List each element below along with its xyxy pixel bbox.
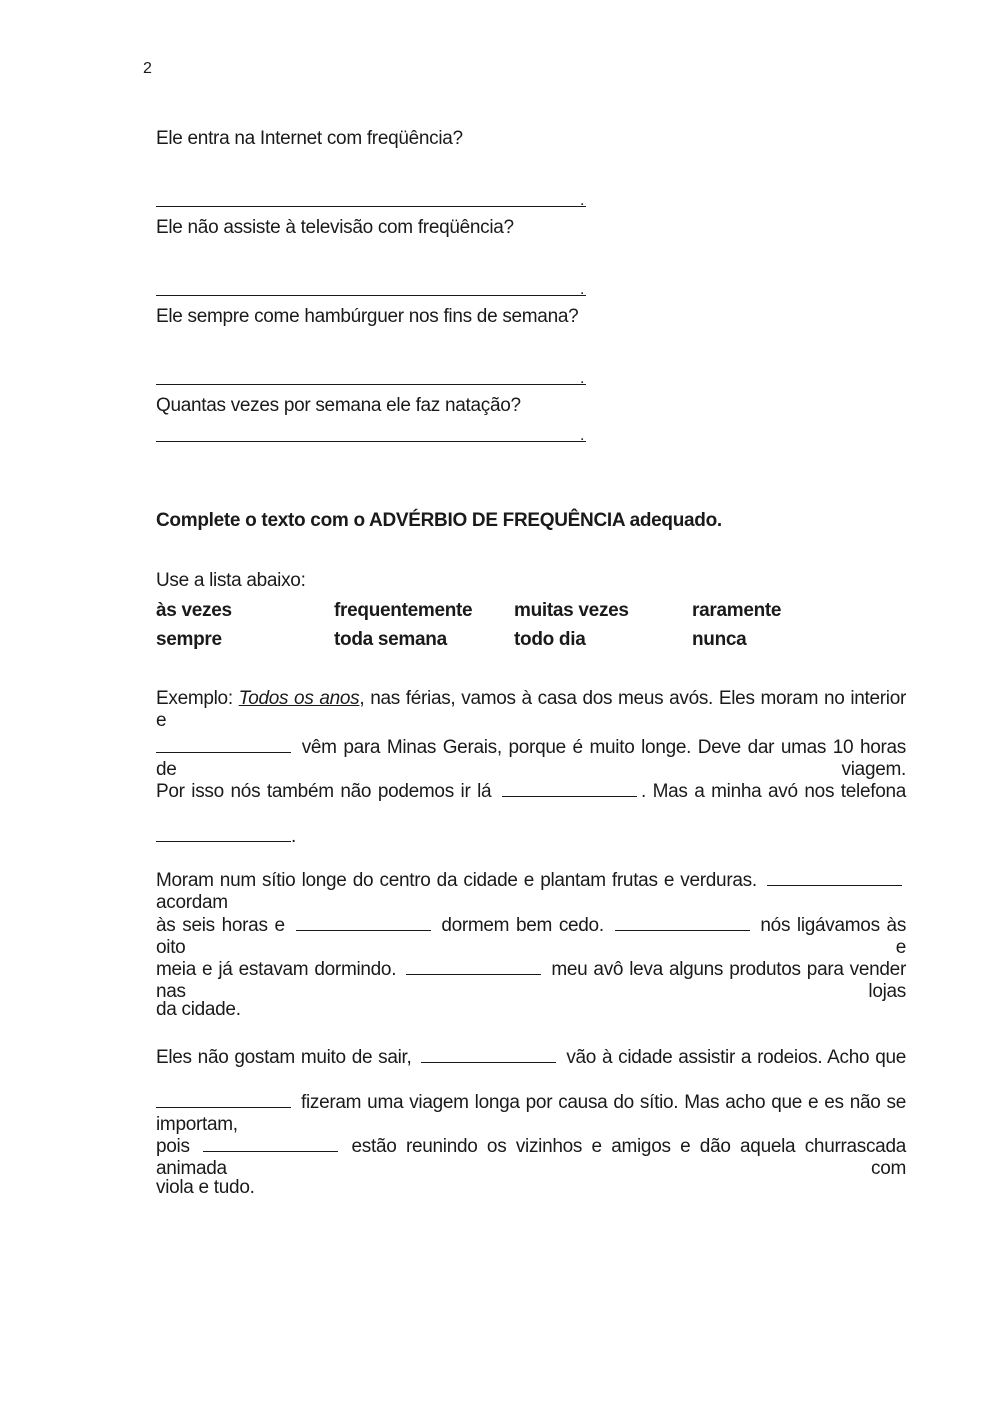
text-segment: nós ligávamos às oito e (156, 915, 907, 958)
example-label: Exemplo: (156, 688, 239, 709)
text-segment: vêm para Minas Gerais, porque é muito longe. Deve dar umas 10 horas de viagem. (156, 737, 906, 780)
blank-5[interactable] (296, 911, 431, 931)
answer-line-2[interactable] (156, 295, 586, 296)
answer-line-3[interactable] (156, 384, 586, 385)
text-line-2 (156, 733, 906, 781)
text-segment: Por isso nós também não podemos ir lá (156, 781, 492, 802)
word-list-item: muitas vezes (514, 600, 629, 621)
text-segment: pois (156, 1136, 190, 1157)
blank-8[interactable] (421, 1043, 556, 1063)
answer-period-3: . (580, 370, 585, 387)
question-2: Ele não assiste à televisão com freqüência? (156, 217, 514, 238)
text-line-7 (156, 955, 906, 1003)
example-answer: Todos os anos (238, 688, 360, 709)
text-segment: Eles não gostam muito de sair, (156, 1047, 412, 1068)
text-segment: dormem bem cedo. (441, 915, 604, 936)
heading-suffix: adequado. (624, 510, 722, 531)
text-line-6 (156, 911, 906, 959)
heading-emphasis: ADVÉRBIO DE FREQUÊNCIA (369, 510, 625, 531)
text-segment: . (291, 826, 296, 847)
text-segment: meia e já estavam dormindo. (156, 959, 397, 980)
text-line-4 (156, 822, 906, 848)
blank-3[interactable] (156, 822, 291, 842)
answer-line-1[interactable] (156, 206, 586, 207)
blank-9[interactable] (156, 1088, 291, 1108)
text-line-10 (156, 1088, 906, 1136)
heading-prefix: Complete o texto com o (156, 510, 370, 531)
answer-period-1: . (580, 192, 585, 209)
word-list-item: frequentemente (334, 600, 473, 621)
question-1: Ele entra na Internet com freqüência? (156, 128, 463, 149)
answer-line-4[interactable] (156, 441, 586, 442)
blank-2[interactable] (502, 777, 637, 797)
question-3: Ele sempre come hambúrguer nos fins de semana? (156, 306, 579, 327)
word-list-item: toda semana (334, 629, 447, 650)
text-line-5 (156, 866, 906, 914)
text-segment: Moram num sítio longe do centro da cidade e plantam frutas e verduras. (156, 870, 757, 891)
text-line-9 (156, 1043, 906, 1069)
text-line-12: viola e tudo. (156, 1177, 255, 1198)
word-list-intro: Use a lista abaixo: (156, 570, 306, 591)
word-list-item: sempre (156, 629, 222, 650)
text-segment: . Mas a minha avó nos telefona (640, 781, 907, 802)
text-line-11 (156, 1132, 906, 1180)
exercise-heading (156, 510, 722, 532)
text-segment: fizeram uma viagem longa por causa do sítio. Mas acho que e es não se importam, (156, 1092, 906, 1135)
blank-1[interactable] (156, 733, 291, 753)
text-segment: acordam (156, 892, 228, 913)
page-number: 2 (143, 60, 152, 77)
word-list-item: nunca (692, 629, 747, 650)
text-line-8: da cidade. (156, 999, 241, 1020)
text-segment: às seis horas e (156, 915, 285, 936)
answer-period-2: . (580, 281, 585, 298)
answer-period-4: . (580, 427, 585, 444)
blank-10[interactable] (203, 1132, 338, 1152)
word-list-item: raramente (692, 600, 782, 621)
word-list-item: todo dia (514, 629, 586, 650)
text-segment: vão à cidade assistir a rodeios. Acho que (566, 1047, 906, 1068)
blank-6[interactable] (615, 911, 750, 931)
blank-7[interactable] (406, 955, 541, 975)
blank-4[interactable] (767, 866, 902, 886)
text-line-1 (156, 688, 906, 732)
text-segment: , nas férias, vamos à casa dos meus avós. Eles moram no interior e (156, 688, 906, 731)
text-segment: meu avô leva alguns produtos para vender nas lojas (156, 959, 906, 1002)
question-4: Quantas vezes por semana ele faz natação? (156, 395, 521, 416)
word-list-item: às vezes (156, 600, 232, 621)
text-line-3 (156, 777, 906, 803)
text-segment: estão reunindo os vizinhos e amigos e dão aquela churrascada animada com (156, 1136, 906, 1179)
